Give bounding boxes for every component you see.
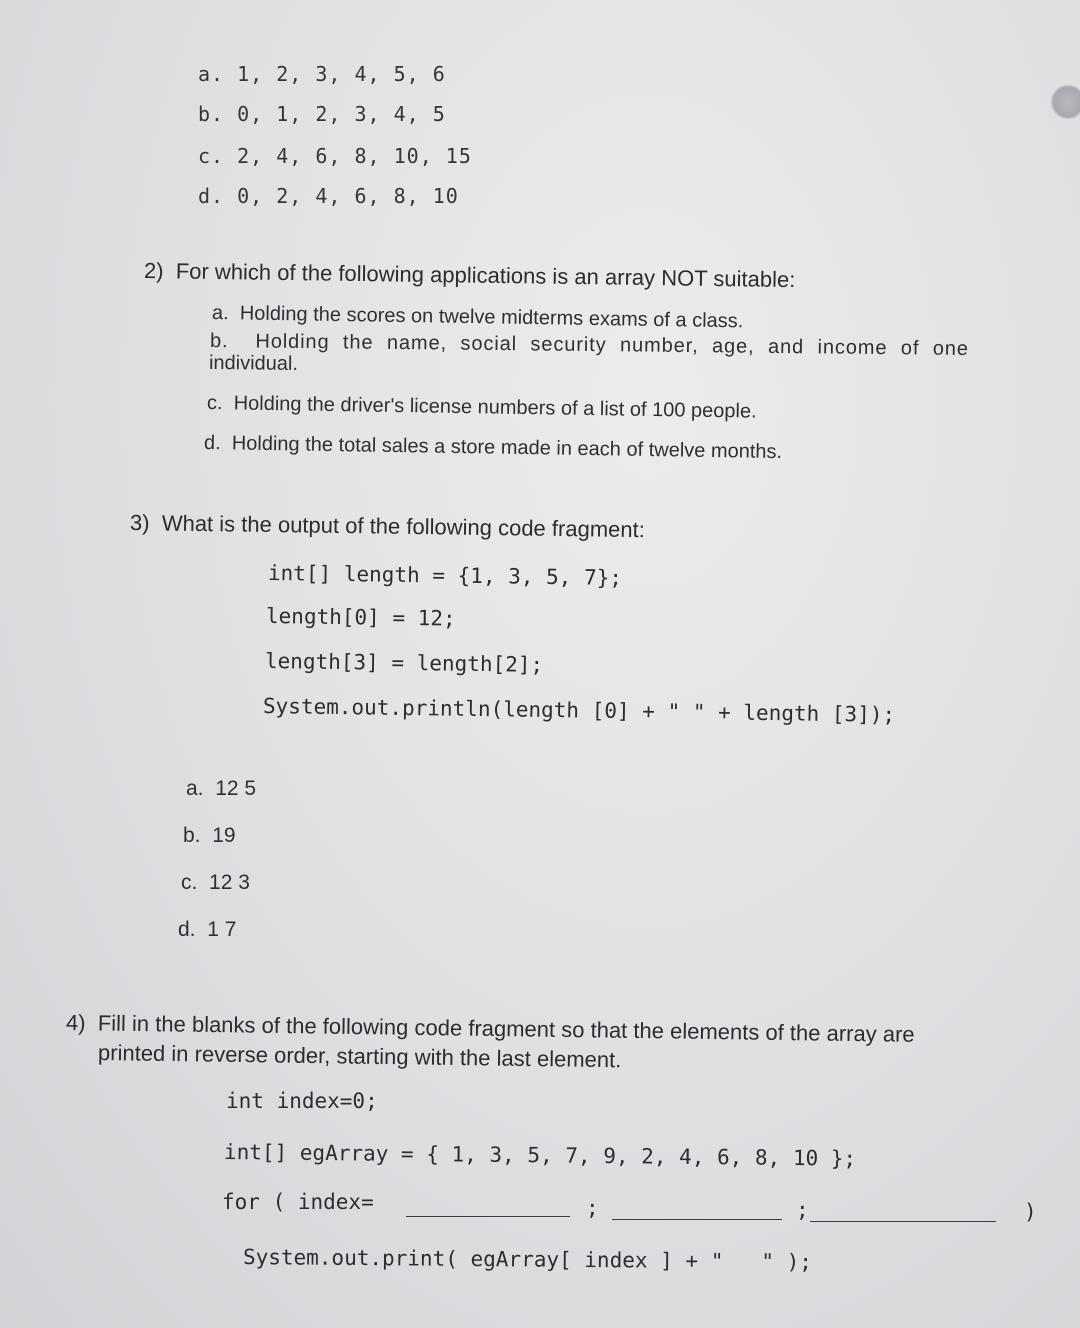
option-text: Holding the total sales a store made in each of twelve months. (231, 432, 783, 464)
option-text: 1, 2, 3, 4, 5, 6 (237, 62, 446, 86)
q2-option-b (210, 330, 1015, 361)
closing-paren: ) (1024, 1200, 1037, 1224)
option-letter: d. (198, 184, 225, 208)
option-text: Holding the name, social security number, age, and income of one (255, 330, 969, 360)
q1-option-a (198, 62, 446, 86)
q4-code-line-2: int[] egArray = { 1, 3, 5, 7, 9, 2, 4, 6, 8, 10 }; (223, 1140, 857, 1171)
question-number: 4) (65, 1010, 86, 1036)
q3-option-a (186, 777, 256, 801)
option-text: 0, 2, 4, 6, 8, 10 (237, 184, 459, 208)
q1-option-d (198, 184, 459, 208)
option-text: 1 7 (207, 918, 237, 941)
q1-option-c (198, 144, 472, 168)
option-letter: b. (198, 102, 225, 126)
option-text: 0, 1, 2, 3, 4, 5 (237, 102, 446, 126)
q2-option-b-continued: individual. (208, 352, 299, 375)
q3-option-d (178, 918, 236, 942)
q3-code-line-2: length[0] = 12; (265, 604, 456, 631)
option-text: 2, 4, 6, 8, 10, 15 (237, 144, 472, 168)
option-letter: a. (186, 777, 204, 800)
option-letter: d. (178, 918, 196, 941)
q2-option-d (204, 432, 782, 464)
question-text: For which of the following applications is an array NOT suitable: (175, 258, 796, 293)
option-text: 12 5 (215, 777, 257, 800)
option-text: Holding the driver's license numbers of a list of 100 people. (233, 392, 757, 423)
q2-option-a (212, 302, 744, 333)
q2-prompt (144, 258, 796, 293)
q3-code-line-3: length[3] = length[2]; (264, 649, 544, 677)
q3-code-line-4: System.out.println(length [0] + " " + length [3]); (262, 694, 896, 727)
semicolon-2: ; (796, 1198, 809, 1222)
q3-code-line-1: int[] length = {1, 3, 5, 7}; (267, 561, 623, 590)
q4-prompt-continued: printed in reverse order, starting with the last element. (97, 1040, 622, 1073)
option-letter: b. (209, 330, 229, 353)
option-letter: c. (206, 392, 223, 415)
question-text: Fill in the blanks of the following code fragment so that the elements of the array are (97, 1010, 915, 1047)
q3-option-b (183, 824, 236, 848)
option-letter: c. (181, 871, 198, 894)
blank-update[interactable] (810, 1221, 996, 1222)
semicolon-1: ; (586, 1196, 599, 1220)
blank-condition[interactable] (612, 1219, 782, 1220)
option-letter: b. (183, 824, 201, 847)
q3-option-c (181, 871, 250, 895)
q4-for-start: for ( index= (222, 1190, 374, 1214)
blank-initialization[interactable] (406, 1216, 570, 1217)
question-number: 3) (129, 510, 150, 536)
option-letter: c. (198, 144, 225, 168)
option-text: 12 3 (209, 871, 250, 894)
q4-print-line: System.out.print( egArray[ index ] + " " ); (242, 1245, 813, 1274)
question-number: 2) (143, 258, 164, 284)
option-letter: a. (211, 302, 229, 325)
binder-clip (1050, 85, 1080, 119)
option-text: 19 (212, 824, 236, 847)
option-letter: a. (198, 62, 225, 86)
q3-prompt (130, 510, 645, 543)
option-text: Holding the scores on twelve midterms exams of a class. (239, 302, 744, 333)
q2-option-c (207, 392, 757, 424)
option-letter: d. (203, 432, 221, 455)
q1-option-b (198, 102, 446, 126)
question-text: What is the output of the following code fragment: (161, 510, 645, 543)
q4-code-line-1: int index=0; (226, 1089, 378, 1113)
